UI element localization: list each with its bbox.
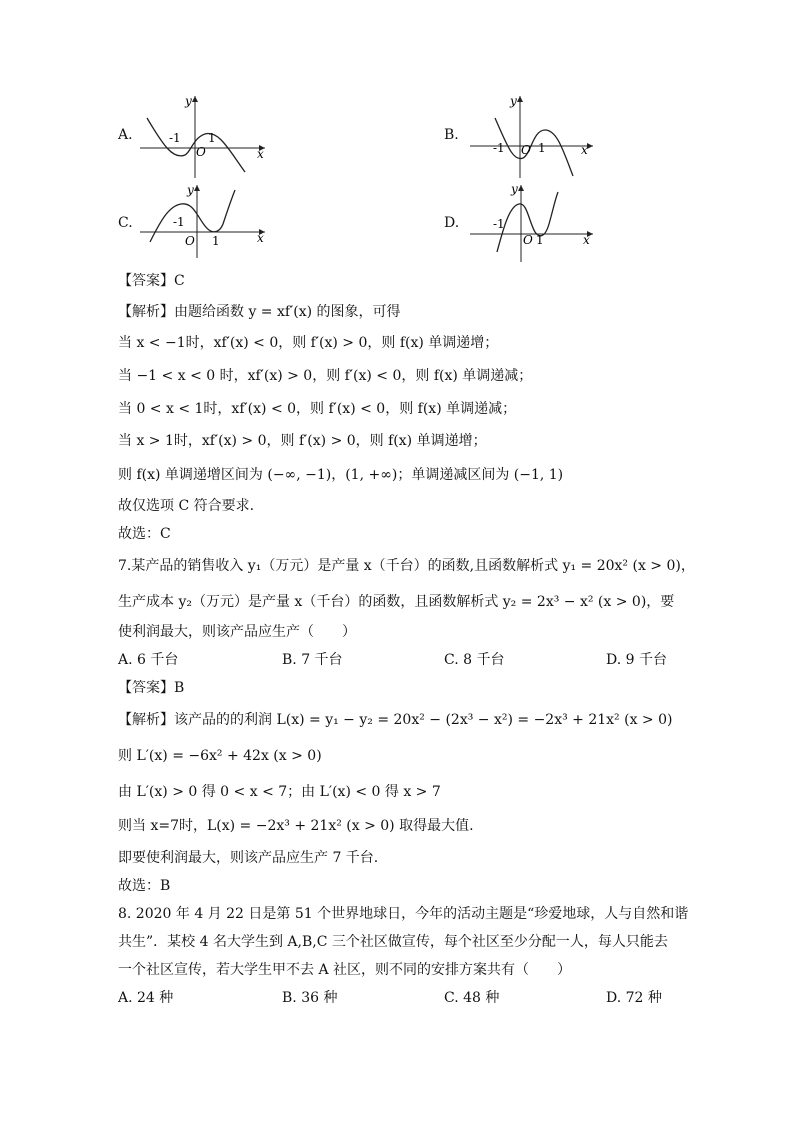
neg-one-label: -1 [169, 131, 181, 145]
q7-option-c: C. 8 千台 [444, 652, 505, 668]
x-axis-label: x [257, 147, 264, 161]
option-a-label: A. [118, 127, 133, 143]
q6-solution-line: 当 −1 < x < 0 时，xf′(x) > 0，则 f′(x) < 0，则 f(x) 单调递减； [118, 368, 533, 384]
q6-final-answer: 故选：C [118, 526, 171, 542]
q7-solution-line: 则 L′(x) = −6x² + 42x (x > 0) [118, 748, 322, 764]
q7-solution-line: 即要使利润最大，则该产品应生产 7 千台. [118, 850, 379, 866]
x-axis-label: x [581, 143, 588, 157]
q6-solution-line: 当 x < −1时，xf′(x) < 0，则 f′(x) > 0，则 f(x) 单调递增； [118, 335, 499, 351]
q6-solution-line: 则 f(x) 单调递增区间为 (−∞, −1)，(1, +∞)；单调递减区间为 (−1, 1) [118, 467, 564, 483]
q7-stem-line: 使利润最大，则该产品应生产（ ） [118, 624, 356, 640]
q8-option-a: A. 24 种 [118, 990, 174, 1006]
option-d-label: D. [444, 215, 460, 231]
q8-option-b: B. 36 种 [282, 990, 338, 1006]
graph-a [135, 90, 275, 180]
q7-option-b: B. 7 千台 [282, 652, 343, 668]
origin-label: O [196, 145, 206, 159]
neg-one-label: -1 [493, 217, 505, 231]
q6-solution-line: 当 x > 1时，xf′(x) > 0，则 f′(x) > 0，则 f(x) 单调递增； [118, 433, 487, 449]
q7-option-d: D. 9 千台 [606, 652, 667, 668]
origin-label: O [185, 234, 195, 248]
q7-stem-line: 7.某产品的销售收入 y₁（万元）是产量 x（千台）的函数,且函数解析式 y₁ = 20x² (x > 0)， [118, 558, 695, 574]
y-axis-label: y [510, 94, 517, 108]
option-b-label: B. [444, 127, 459, 143]
graph-c [135, 180, 275, 260]
one-label: 1 [212, 234, 220, 248]
q6-solution-line: 【解析】由题给函数 y = xf′(x) 的图象，可得 [118, 304, 401, 320]
q6-solution-line: 当 0 < x < 1时，xf′(x) < 0，则 f′(x) < 0，则 f(x) 单调递减； [118, 401, 517, 417]
q6-solution-line: 故仅选项 C 符合要求. [118, 498, 255, 514]
y-axis-label: y [185, 94, 192, 108]
q7-final-answer: 故选：B [118, 878, 171, 894]
one-label: 1 [536, 233, 544, 247]
q8-stem-line: 8. 2020 年 4 月 22 日是第 51 个世界地球日，今年的活动主题是“珍爱地球，人与自然和谐 [118, 906, 689, 922]
one-label: 1 [208, 131, 216, 145]
neg-one-label: -1 [493, 141, 505, 155]
q8-option-c: C. 48 种 [444, 990, 500, 1006]
q8-stem-line: 一个社区宣传，若大学生甲不去 A 社区，则不同的安排方案共有（ ） [118, 962, 572, 978]
curve [495, 118, 573, 176]
graph-b [465, 90, 605, 180]
x-axis-label: x [583, 233, 590, 247]
q6-answer: 【答案】C [118, 273, 185, 289]
option-c-label: C. [118, 215, 133, 231]
q7-answer: 【答案】B [118, 680, 185, 696]
x-axis-label: x [257, 231, 264, 245]
graph-d [465, 180, 605, 265]
q8-stem-line: 共生”．某校 4 名大学生到 A,B,C 三个社区做宣传，每个社区至少分配一人，每人只能去 [118, 934, 668, 950]
origin-label: O [523, 233, 533, 247]
one-label: 1 [538, 141, 546, 155]
y-axis-label: y [511, 182, 518, 196]
origin-label: O [521, 143, 531, 157]
q8-option-d: D. 72 种 [606, 990, 662, 1006]
neg-one-label: -1 [173, 215, 185, 229]
q7-stem-line: 生产成本 y₂（万元）是产量 x（千台）的函数，且函数解析式 y₂ = 2x³ − x² (x > 0)，要 [118, 594, 675, 610]
q7-option-a: A. 6 千台 [118, 652, 179, 668]
q7-solution-line: 则当 x=7时，L(x) = −2x³ + 21x² (x > 0) 取得最大值. [118, 818, 474, 834]
q7-solution-line: 由 L′(x) > 0 得 0 < x < 7；由 L′(x) < 0 得 x > 7 [118, 784, 441, 800]
y-axis-label: y [187, 183, 194, 197]
q7-solution-line: 【解析】该产品的的利润 L(x) = y₁ − y₂ = 20x² − (2x³ − x²) = −2x³ + 21x² (x > 0) [118, 712, 673, 728]
